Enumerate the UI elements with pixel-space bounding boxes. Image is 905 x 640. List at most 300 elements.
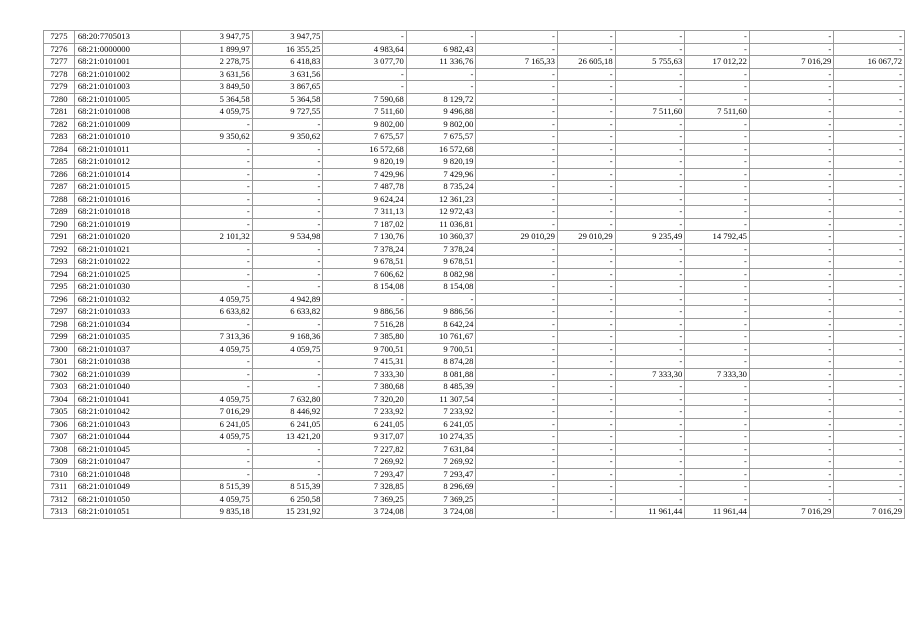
value-col-7: -	[615, 431, 685, 444]
value-col-9: -	[749, 331, 833, 344]
value-col-5: -	[476, 43, 557, 56]
row-number-cell: 7313	[44, 506, 75, 519]
value-col-9: -	[749, 306, 833, 319]
value-col-4: 9 678,51	[406, 256, 476, 269]
value-col-8: -	[685, 143, 750, 156]
value-col-10: -	[834, 193, 905, 206]
value-col-2: 7 632,80	[252, 393, 323, 406]
cadastral-code-cell: 68:21:0101001	[74, 56, 180, 69]
row-number-cell: 7282	[44, 118, 75, 131]
value-col-3: 9 820,19	[323, 156, 406, 169]
value-col-5: -	[476, 268, 557, 281]
value-col-3: 7 328,85	[323, 481, 406, 494]
value-col-8: -	[685, 306, 750, 319]
value-col-2: 6 633,82	[252, 306, 323, 319]
value-col-2: -	[252, 356, 323, 369]
value-col-2: 15 231,92	[252, 506, 323, 519]
value-col-8: -	[685, 318, 750, 331]
table-row	[44, 506, 905, 519]
value-col-8: -	[685, 456, 750, 469]
row-number-cell: 7284	[44, 143, 75, 156]
value-col-7: -	[615, 306, 685, 319]
cadastral-code-cell: 68:21:0101045	[74, 443, 180, 456]
value-col-1: 6 633,82	[181, 306, 253, 319]
row-number-cell: 7294	[44, 268, 75, 281]
cadastral-code-cell: 68:21:0101015	[74, 181, 180, 194]
value-col-5: -	[476, 143, 557, 156]
value-col-7: 7 333,30	[615, 368, 685, 381]
value-col-7: -	[615, 168, 685, 181]
value-col-10: -	[834, 243, 905, 256]
value-col-8: 11 961,44	[685, 506, 750, 519]
value-col-2: 6 418,83	[252, 56, 323, 69]
value-col-5: -	[476, 156, 557, 169]
value-col-9: 7 016,29	[749, 506, 833, 519]
value-col-6: -	[557, 431, 615, 444]
table-row	[44, 481, 905, 494]
table-row	[44, 468, 905, 481]
table-row	[44, 31, 905, 44]
value-col-7: -	[615, 181, 685, 194]
value-col-7: -	[615, 43, 685, 56]
value-col-1: -	[181, 468, 253, 481]
cadastral-code-cell: 68:21:0101003	[74, 81, 180, 94]
value-col-9: -	[749, 493, 833, 506]
value-col-9: -	[749, 118, 833, 131]
value-col-3: 9 802,00	[323, 118, 406, 131]
value-col-7: -	[615, 31, 685, 44]
value-col-2: -	[252, 443, 323, 456]
value-col-1: 6 241,05	[181, 418, 253, 431]
value-col-5: -	[476, 456, 557, 469]
value-col-8: -	[685, 68, 750, 81]
value-col-8: 17 012,22	[685, 56, 750, 69]
row-number-cell: 7302	[44, 368, 75, 381]
value-col-10: -	[834, 68, 905, 81]
row-number-cell: 7278	[44, 68, 75, 81]
value-col-3: 7 378,24	[323, 243, 406, 256]
value-col-1: -	[181, 168, 253, 181]
cadastral-code-cell: 68:21:0101002	[74, 68, 180, 81]
row-number-cell: 7295	[44, 281, 75, 294]
value-col-7: 5 755,63	[615, 56, 685, 69]
value-col-3: 7 269,92	[323, 456, 406, 469]
value-col-10: -	[834, 43, 905, 56]
value-col-10: -	[834, 293, 905, 306]
value-col-5: -	[476, 318, 557, 331]
cadastral-code-cell: 68:21:0101049	[74, 481, 180, 494]
cadastral-code-cell: 68:21:0101032	[74, 293, 180, 306]
cadastral-code-cell: 68:21:0101038	[74, 356, 180, 369]
value-col-7: -	[615, 343, 685, 356]
cadastral-code-cell: 68:21:0101051	[74, 506, 180, 519]
value-col-3: 7 516,28	[323, 318, 406, 331]
value-col-1: 4 059,75	[181, 293, 253, 306]
value-col-2: -	[252, 256, 323, 269]
value-col-8: -	[685, 156, 750, 169]
value-col-2: 9 727,55	[252, 106, 323, 119]
row-number-cell: 7296	[44, 293, 75, 306]
row-number-cell: 7281	[44, 106, 75, 119]
value-col-5: -	[476, 256, 557, 269]
value-col-10: -	[834, 168, 905, 181]
value-col-5: 7 165,33	[476, 56, 557, 69]
value-col-9: -	[749, 256, 833, 269]
value-col-5: -	[476, 293, 557, 306]
value-col-5: -	[476, 118, 557, 131]
value-col-3: 4 983,64	[323, 43, 406, 56]
value-col-9: -	[749, 443, 833, 456]
value-col-7: -	[615, 93, 685, 106]
value-col-10: -	[834, 318, 905, 331]
value-col-3: 7 187,02	[323, 218, 406, 231]
row-number-cell: 7288	[44, 193, 75, 206]
value-col-2: -	[252, 143, 323, 156]
value-col-5: -	[476, 243, 557, 256]
row-number-cell: 7308	[44, 443, 75, 456]
value-col-5: -	[476, 368, 557, 381]
row-number-cell: 7304	[44, 393, 75, 406]
table-row	[44, 81, 905, 94]
value-col-8: -	[685, 206, 750, 219]
value-col-10: -	[834, 81, 905, 94]
value-col-4: 7 631,84	[406, 443, 476, 456]
value-col-8: -	[685, 81, 750, 94]
cadastral-code-cell: 68:21:0101030	[74, 281, 180, 294]
value-col-9: -	[749, 406, 833, 419]
value-col-5: -	[476, 193, 557, 206]
cadastral-code-cell: 68:21:0101021	[74, 243, 180, 256]
row-number-cell: 7283	[44, 131, 75, 144]
value-col-9: -	[749, 431, 833, 444]
value-col-8: -	[685, 118, 750, 131]
value-col-2: 16 355,25	[252, 43, 323, 56]
value-col-1: -	[181, 256, 253, 269]
value-col-6: -	[557, 68, 615, 81]
value-col-9: -	[749, 68, 833, 81]
value-col-10: -	[834, 443, 905, 456]
value-col-6: -	[557, 456, 615, 469]
cadastral-code-cell: 68:21:0101039	[74, 368, 180, 381]
value-col-1: 1 899,97	[181, 43, 253, 56]
table-row	[44, 431, 905, 444]
value-col-3: 7 429,96	[323, 168, 406, 181]
value-col-1: 2 101,32	[181, 231, 253, 244]
value-col-9: -	[749, 243, 833, 256]
value-col-10: -	[834, 156, 905, 169]
value-col-5: -	[476, 443, 557, 456]
value-col-2: -	[252, 243, 323, 256]
value-col-2: -	[252, 206, 323, 219]
cadastral-code-cell: 68:21:0101019	[74, 218, 180, 231]
value-col-2: 8 446,92	[252, 406, 323, 419]
value-col-8: -	[685, 431, 750, 444]
value-col-7: -	[615, 256, 685, 269]
table-row	[44, 406, 905, 419]
value-col-1: 7 313,36	[181, 331, 253, 344]
value-col-7: -	[615, 406, 685, 419]
value-col-4: 6 982,43	[406, 43, 476, 56]
value-col-2: -	[252, 181, 323, 194]
value-col-2: -	[252, 456, 323, 469]
value-col-9: -	[749, 43, 833, 56]
value-col-7: -	[615, 268, 685, 281]
table-row	[44, 156, 905, 169]
value-col-9: -	[749, 93, 833, 106]
value-col-4: 7 369,25	[406, 493, 476, 506]
table-row	[44, 381, 905, 394]
value-col-4: -	[406, 31, 476, 44]
value-col-6: -	[557, 481, 615, 494]
value-col-9: -	[749, 318, 833, 331]
value-col-5: -	[476, 481, 557, 494]
value-col-3: 16 572,68	[323, 143, 406, 156]
value-col-5: -	[476, 31, 557, 44]
value-col-5: -	[476, 393, 557, 406]
table-row	[44, 393, 905, 406]
value-col-1: -	[181, 118, 253, 131]
value-col-5: -	[476, 418, 557, 431]
row-number-cell: 7280	[44, 93, 75, 106]
value-col-2: 4 059,75	[252, 343, 323, 356]
value-col-4: 8 154,08	[406, 281, 476, 294]
value-col-7: -	[615, 156, 685, 169]
value-col-5: -	[476, 68, 557, 81]
value-col-7: -	[615, 293, 685, 306]
value-col-4: 8 129,72	[406, 93, 476, 106]
table-row	[44, 418, 905, 431]
value-col-6: -	[557, 31, 615, 44]
value-col-7: -	[615, 193, 685, 206]
value-col-4: 9 700,51	[406, 343, 476, 356]
value-col-4: 7 378,24	[406, 243, 476, 256]
value-col-2: 9 168,36	[252, 331, 323, 344]
value-col-2: -	[252, 168, 323, 181]
value-col-4: 7 293,47	[406, 468, 476, 481]
value-col-6: -	[557, 393, 615, 406]
value-col-10: -	[834, 118, 905, 131]
value-col-10: 7 016,29	[834, 506, 905, 519]
value-col-9: -	[749, 468, 833, 481]
value-col-6: -	[557, 106, 615, 119]
value-col-9: -	[749, 206, 833, 219]
value-col-4: 11 036,81	[406, 218, 476, 231]
value-col-3: 7 606,62	[323, 268, 406, 281]
row-number-cell: 7300	[44, 343, 75, 356]
cadastral-code-cell: 68:21:0101048	[74, 468, 180, 481]
row-number-cell: 7298	[44, 318, 75, 331]
row-number-cell: 7305	[44, 406, 75, 419]
value-col-6: -	[557, 156, 615, 169]
value-col-3: 9 624,24	[323, 193, 406, 206]
value-col-2: -	[252, 193, 323, 206]
row-number-cell: 7310	[44, 468, 75, 481]
value-col-1: 8 515,39	[181, 481, 253, 494]
value-col-5: -	[476, 468, 557, 481]
value-col-3: -	[323, 81, 406, 94]
row-number-cell: 7292	[44, 243, 75, 256]
value-col-4: 10 761,67	[406, 331, 476, 344]
value-col-6: -	[557, 318, 615, 331]
table-row	[44, 93, 905, 106]
table-row	[44, 456, 905, 469]
value-col-10: -	[834, 406, 905, 419]
value-col-9: -	[749, 156, 833, 169]
cadastral-code-cell: 68:21:0101005	[74, 93, 180, 106]
row-number-cell: 7289	[44, 206, 75, 219]
table-row	[44, 443, 905, 456]
value-col-8: -	[685, 43, 750, 56]
value-col-10: -	[834, 331, 905, 344]
value-col-3: 8 154,08	[323, 281, 406, 294]
value-col-8: -	[685, 418, 750, 431]
value-col-2: 3 947,75	[252, 31, 323, 44]
value-col-7: -	[615, 481, 685, 494]
value-col-2: -	[252, 381, 323, 394]
value-col-2: -	[252, 156, 323, 169]
value-col-8: 14 792,45	[685, 231, 750, 244]
value-col-10: 16 067,72	[834, 56, 905, 69]
cadastral-code-cell: 68:21:0101022	[74, 256, 180, 269]
table-row	[44, 131, 905, 144]
value-col-1: -	[181, 368, 253, 381]
value-col-2: 9 350,62	[252, 131, 323, 144]
value-col-8: -	[685, 181, 750, 194]
value-col-9: -	[749, 218, 833, 231]
value-col-6: -	[557, 406, 615, 419]
value-col-4: 8 485,39	[406, 381, 476, 394]
value-col-7: -	[615, 131, 685, 144]
value-col-10: -	[834, 418, 905, 431]
row-number-cell: 7303	[44, 381, 75, 394]
value-col-9: -	[749, 106, 833, 119]
table-body	[44, 31, 905, 519]
value-col-6: -	[557, 256, 615, 269]
value-col-3: 9 700,51	[323, 343, 406, 356]
value-col-9: -	[749, 168, 833, 181]
value-col-3: -	[323, 293, 406, 306]
value-col-8: -	[685, 93, 750, 106]
row-number-cell: 7301	[44, 356, 75, 369]
value-col-1: -	[181, 456, 253, 469]
value-col-8: -	[685, 31, 750, 44]
value-col-5: -	[476, 431, 557, 444]
value-col-10: -	[834, 218, 905, 231]
value-col-6: -	[557, 356, 615, 369]
cadastral-code-cell: 68:21:0101041	[74, 393, 180, 406]
value-col-10: -	[834, 468, 905, 481]
value-col-3: 7 487,78	[323, 181, 406, 194]
value-col-3: 7 333,30	[323, 368, 406, 381]
value-col-10: -	[834, 131, 905, 144]
value-col-8: -	[685, 131, 750, 144]
value-col-9: -	[749, 31, 833, 44]
value-col-6: 29 010,29	[557, 231, 615, 244]
value-col-8: 7 511,60	[685, 106, 750, 119]
value-col-6: -	[557, 468, 615, 481]
value-col-1: 7 016,29	[181, 406, 253, 419]
table-row	[44, 56, 905, 69]
value-col-8: 7 333,30	[685, 368, 750, 381]
value-col-9: -	[749, 368, 833, 381]
table-row	[44, 368, 905, 381]
value-col-1: -	[181, 381, 253, 394]
value-col-10: -	[834, 456, 905, 469]
value-col-9: -	[749, 393, 833, 406]
table-row	[44, 256, 905, 269]
value-col-2: -	[252, 218, 323, 231]
value-col-6: -	[557, 343, 615, 356]
cadastral-code-cell: 68:21:0101018	[74, 206, 180, 219]
value-col-1: 3 947,75	[181, 31, 253, 44]
value-col-6: -	[557, 168, 615, 181]
value-col-9: -	[749, 456, 833, 469]
table-row	[44, 343, 905, 356]
value-col-8: -	[685, 168, 750, 181]
row-number-cell: 7312	[44, 493, 75, 506]
table-row	[44, 218, 905, 231]
cadastral-code-cell: 68:21:0101025	[74, 268, 180, 281]
value-col-9: 7 016,29	[749, 56, 833, 69]
value-col-4: 3 724,08	[406, 506, 476, 519]
value-col-4: 7 429,96	[406, 168, 476, 181]
value-col-8: -	[685, 406, 750, 419]
value-col-8: -	[685, 493, 750, 506]
value-col-5: -	[476, 506, 557, 519]
value-col-5: -	[476, 93, 557, 106]
value-col-1: -	[181, 281, 253, 294]
row-number-cell: 7297	[44, 306, 75, 319]
value-col-10: -	[834, 356, 905, 369]
value-col-5: -	[476, 406, 557, 419]
value-col-5: -	[476, 281, 557, 294]
value-col-2: 6 250,58	[252, 493, 323, 506]
row-number-cell: 7291	[44, 231, 75, 244]
value-col-7: -	[615, 356, 685, 369]
value-col-9: -	[749, 343, 833, 356]
value-col-3: 7 511,60	[323, 106, 406, 119]
table-row	[44, 68, 905, 81]
value-col-10: -	[834, 381, 905, 394]
value-col-7: 9 235,49	[615, 231, 685, 244]
value-col-1: 5 364,58	[181, 93, 253, 106]
value-col-1: 4 059,75	[181, 106, 253, 119]
value-col-3: 7 380,68	[323, 381, 406, 394]
value-col-4: 8 296,69	[406, 481, 476, 494]
value-col-8: -	[685, 381, 750, 394]
value-col-1: 4 059,75	[181, 493, 253, 506]
value-col-3: 7 233,92	[323, 406, 406, 419]
value-col-2: 6 241,05	[252, 418, 323, 431]
value-col-1: 3 631,56	[181, 68, 253, 81]
value-col-5: -	[476, 206, 557, 219]
value-col-9: -	[749, 231, 833, 244]
value-col-1: -	[181, 443, 253, 456]
row-number-cell: 7311	[44, 481, 75, 494]
value-col-5: -	[476, 343, 557, 356]
value-col-1: 9 350,62	[181, 131, 253, 144]
value-col-8: -	[685, 443, 750, 456]
table-row	[44, 206, 905, 219]
value-col-6: -	[557, 443, 615, 456]
value-col-6: -	[557, 368, 615, 381]
cadastral-code-cell: 68:21:0101009	[74, 118, 180, 131]
cadastral-code-cell: 68:21:0101033	[74, 306, 180, 319]
table-row	[44, 168, 905, 181]
cadastral-code-cell: 68:21:0101011	[74, 143, 180, 156]
value-col-2: -	[252, 318, 323, 331]
cadastral-code-cell: 68:21:0101040	[74, 381, 180, 394]
